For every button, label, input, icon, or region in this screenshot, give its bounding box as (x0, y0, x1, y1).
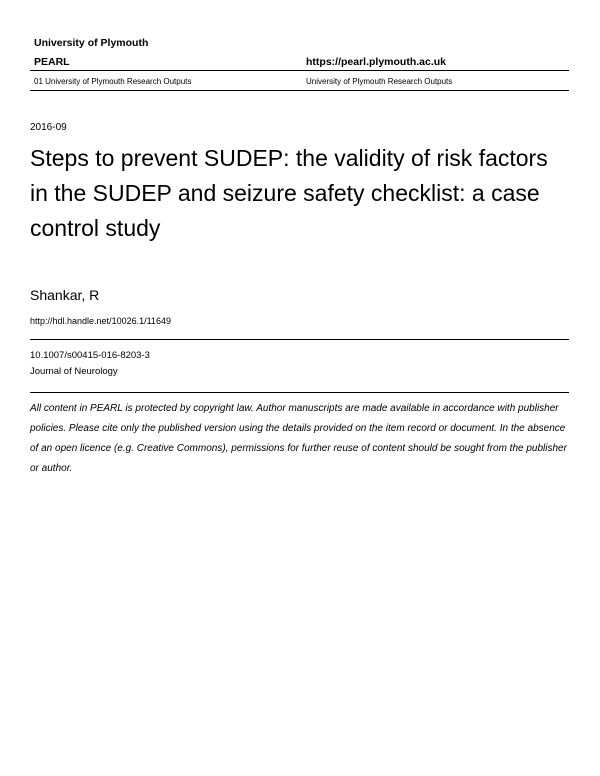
collection-label: 01 University of Plymouth Research Outputs (34, 77, 192, 86)
institution-name: University of Plymouth (34, 37, 149, 49)
header-divider-top (30, 70, 569, 71)
repository-url-link[interactable]: https://pearl.plymouth.ac.uk (306, 56, 447, 68)
article-title: Steps to prevent SUDEP: the validity of risk factors in the SUDEP and seizure safety checklist: a case control study (30, 145, 548, 241)
handle-link[interactable]: http://hdl.handle.net/10026.1/11649 (30, 316, 171, 326)
doi-text: 10.1007/s00415-016-8203-3 (30, 350, 150, 361)
repository-name: PEARL (34, 56, 70, 68)
journal-name: Journal of Neurology (30, 366, 118, 377)
header-divider-bottom (30, 90, 569, 91)
record-divider-top (30, 339, 569, 340)
record-divider-bottom (30, 392, 569, 393)
collection-label-right: University of Plymouth Research Outputs (306, 77, 453, 86)
author-name: Shankar, R (30, 287, 100, 303)
copyright-notice: All content in PEARL is protected by copyright law. Author manuscripts are made available in accordance with publisher policies. Please cite only the published version using the details provided on the item record or document. In the absence of an open licence (e.g. Creative Commons), permissions for further reuse of content should be sought from the publisher or author. (30, 403, 567, 474)
publication-date: 2016-09 (30, 122, 67, 133)
